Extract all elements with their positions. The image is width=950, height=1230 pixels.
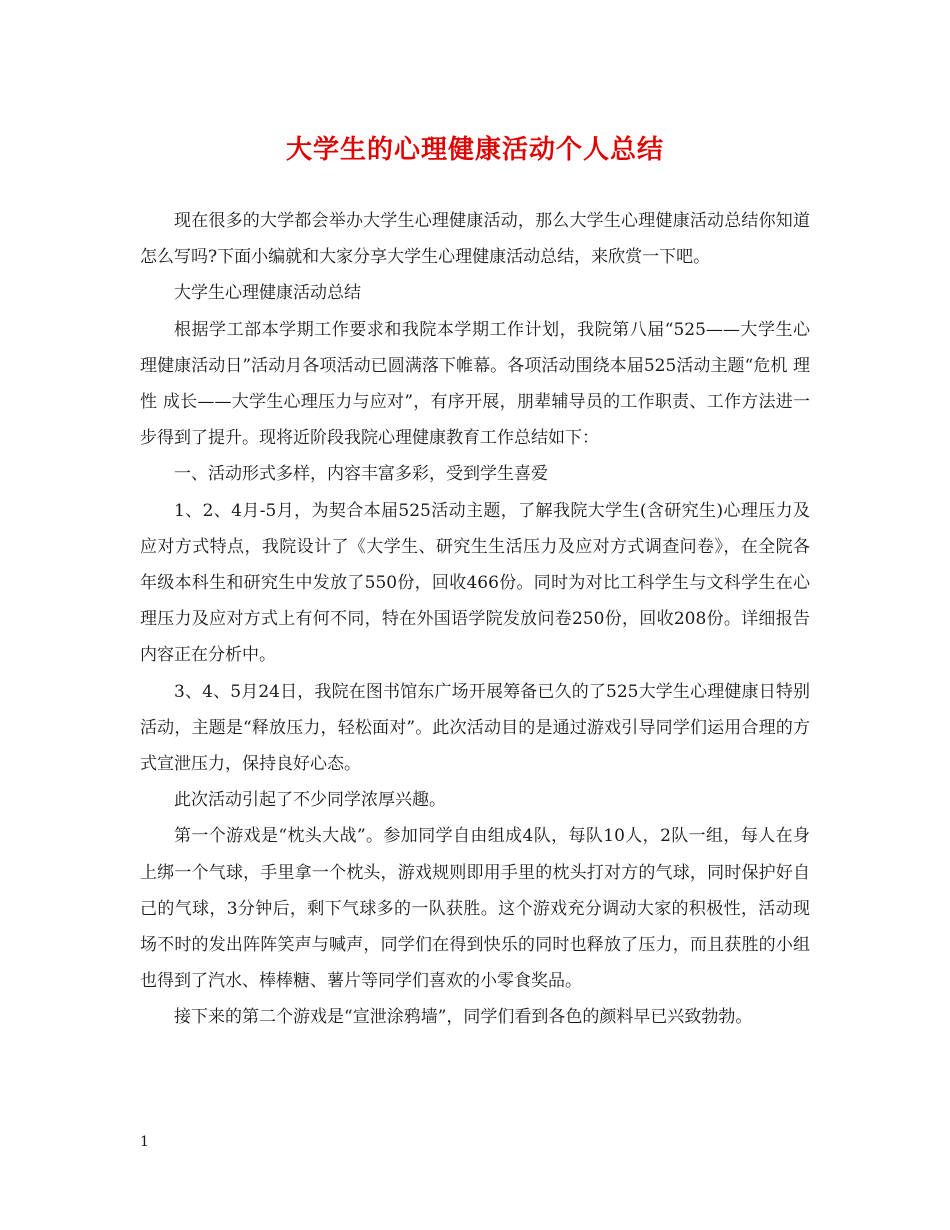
paragraph-section-heading: 一、活动形式多样，内容丰富多彩，受到学生喜爱 — [174, 464, 548, 485]
document-title: 大学生的心理健康活动个人总结 — [285, 135, 664, 165]
paragraph-game-one: 第一个游戏是“枕头大战”。参加同学自由组成4队，每队10人，2队一组，每人在身上绑一个气球，手里拿一个枕头，游戏规则即用手里的枕头打对方的气球，同时保护好自己的气球，3分钟后，剩下气球多的一队获胜。这个游戏充分调动大家的积极性，活动现场不时的发出阵阵笑声与喊声，同学们在得到快乐的同时也释放了压力，而且获胜的小组也得到了汽水、棒棒糖、薯片等同学们喜欢的小零食奖品。 — [140, 826, 810, 992]
paragraph-interest: 此次活动引起了不少同学浓厚兴趣。 — [174, 790, 446, 811]
paragraph-background: 根据学工部本学期工作要求和我院本学期工作计划，我院第八届“525——大学生心理健康活动日”活动月各项活动已圆满落下帷幕。各项活动围绕本届525活动主题“危机 理性 成长——大学生心理压力与应对”，有序开展，朋辈辅导员的工作职责、工作方法进一步得到了提升。现将近阶段我院心理健康教育工作总结如下： — [140, 319, 810, 449]
paragraph-intro: 现在很多的大学都会举办大学生心理健康活动，那么大学生心理健康活动总结你知道怎么写吗?下面小编就和大家分享大学生心理健康活动总结，来欣赏一下吧。 — [140, 211, 810, 268]
paragraph-survey: 1、2、4月-5月，为契合本届525活动主题，了解我院大学生(含研究生)心理压力及应对方式特点，我院设计了《大学生、研究生生活压力及应对方式调查问卷》，在全院各年级本科生和研究生中发放了550份，回收466份。同时为对比工科学生与文科学生在心理压力及应对方式上有何不同，特在外国语学院发放问卷250份，回收208份。详细报告内容正在分析中。 — [140, 500, 811, 666]
document-body — [140, 203, 810, 1036]
page-number: 1 — [140, 1134, 149, 1150]
paragraph-subtitle: 大学生心理健康活动总结 — [174, 283, 361, 304]
paragraph-special-event: 3、4、5月24日，我院在图书馆东广场开展筹备已久的了525大学生心理健康日特别活动，主题是“释放压力，轻松面对”。此次活动目的是通过游戏引导同学们运用合理的方式宣泄压力，保持良好心态。 — [140, 681, 810, 775]
paragraph-game-two: 接下来的第二个游戏是“宣泄涂鸦墙”，同学们看到各色的颜料早已兴致勃勃。 — [174, 1007, 753, 1028]
